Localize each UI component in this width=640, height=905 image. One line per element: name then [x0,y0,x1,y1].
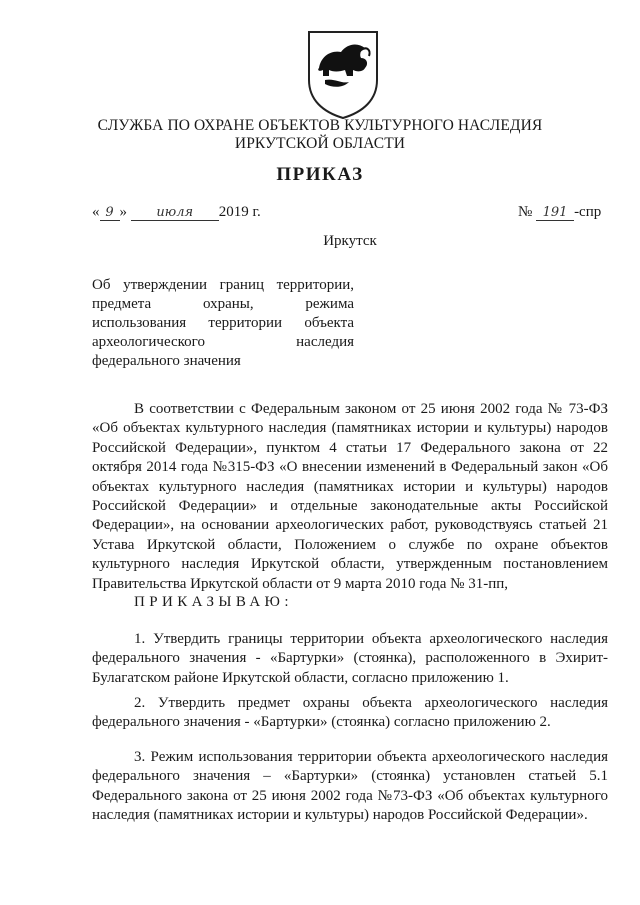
order-subject [92,276,354,371]
agency-name-line2: ИРКУТСКОЙ ОБЛАСТИ [234,135,406,152]
number-handwritten: 191 [536,205,574,221]
number-prefix: № [518,204,533,220]
subject-line: использования территории объекта [92,315,354,331]
date-open-quote: « [92,204,100,220]
agency-name-line1: СЛУЖБА ПО ОХРАНЕ ОБЪЕКТОВ КУЛЬТУРНОГО НАСЛЕДИЯ [97,117,543,134]
legal-basis-paragraph: В соответствии с Федеральным законом от 25 июня 2002 года № 73-ФЗ «Об объектах культурного наследия (памятниках истории и культуры) народов Российской Федерации», пунктом 4 статьи 17 Федерального закона от 22 октября 2014 года №315-ФЗ «О внесении изменений в Федеральный закон «Об объектах культурного наследия (памятниках истории и культуры) народов Российской Федерации» и отдельные законодательные акты Российской Федерации», на основании археологических работ, руководствуясь статьей 21 Устава Иркутской области, Положением о службе по охране объектов культурного наследия Иркутской области, утвержденным постановлением Правительства Иркутской области от 9 марта 2010 года № 31-пп, [92,401,608,592]
city-name: Иркутск [323,233,377,249]
document-type-title: ПРИКАЗ [276,164,364,185]
order-date [92,204,261,221]
subject-line: предмета охраны, режима [92,296,354,312]
order-item: 3. Режим использования территории объекта археологического наследия федерального значения – «Бартурки» (стоянка) установлен статьей 5.1 Федерального закона от 25 июня 2002 года №73-ФЗ «Об объектах культурного наследия (памятниках истории и культуры) народов Российской Федерации». [92,749,608,824]
subject-line: Об утверждении границ территории, [92,277,354,293]
subject-line: археологического наследия [92,334,354,350]
irkutsk-emblem-icon [305,28,381,120]
number-suffix: -спр [574,204,602,220]
date-day-handwritten: 9 [100,205,120,221]
orders-heading: ПРИКАЗЫВАЮ: [134,594,293,610]
order-item: 1. Утвердить границы территории объекта археологического наследия федерального значения - «Бартурки» (стоянка), расположенного в Эхирит-Булагатском районе Иркутской области, согласно приложению 1. [92,631,608,686]
date-month-handwritten: июля [131,205,219,221]
order-number [518,204,601,221]
subject-line: федерального значения [92,353,241,369]
order-item: 2. Утвердить предмет охраны объекта археологического наследия федерального значения - «Бартурки» (стоянка) согласно приложению 2. [92,695,608,731]
date-close-quote: » [119,204,127,220]
date-year: 2019 г. [218,204,261,220]
